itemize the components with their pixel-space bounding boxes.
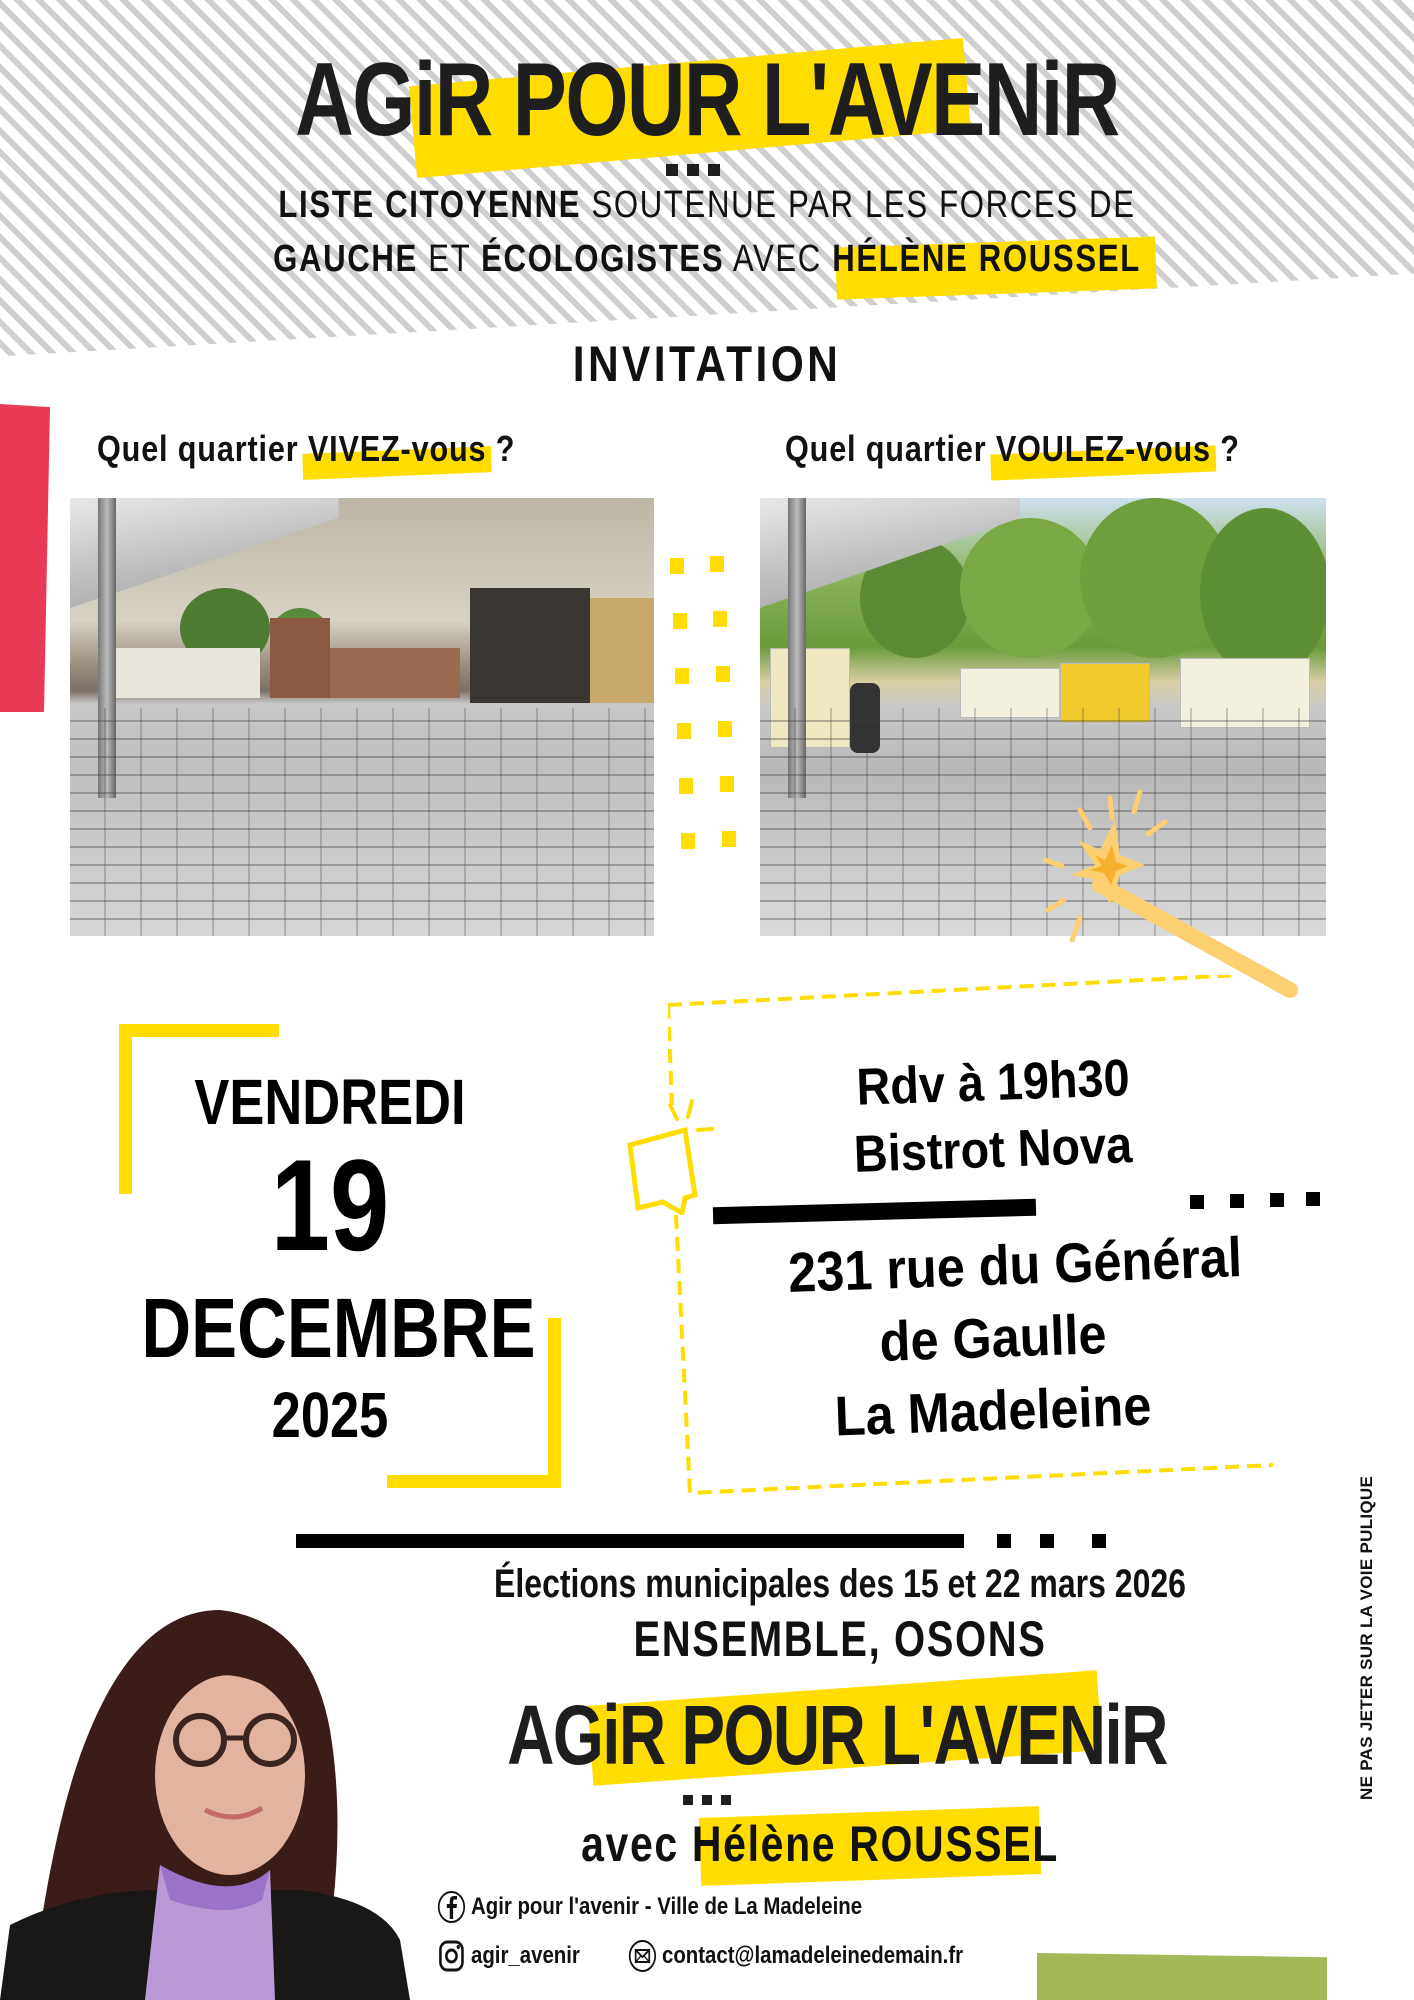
candidate-portrait bbox=[0, 1600, 420, 2000]
question-right bbox=[785, 428, 1240, 470]
email-label: contact@lamadeleinedemain.fr bbox=[662, 1942, 964, 1969]
footer-candidate-name: Hélène ROUSSEL bbox=[691, 1816, 1059, 1872]
divider-dot bbox=[997, 1534, 1011, 1548]
instagram-link[interactable] bbox=[437, 1937, 580, 1975]
divider-dot bbox=[1040, 1534, 1054, 1548]
footer-candidate bbox=[492, 1815, 1148, 1873]
subtitle-candidate-name: HÉLÈNE ROUSSEL bbox=[832, 238, 1141, 280]
divider-dot bbox=[1306, 1192, 1320, 1206]
green-accent-bar bbox=[1037, 1953, 1327, 2000]
event-address-line-2: de Gaulle bbox=[878, 1302, 1108, 1373]
question-right-suffix: ? bbox=[1220, 428, 1240, 469]
subtitle-bold-liste: LISTE CITOYENNE bbox=[278, 184, 582, 226]
facebook-icon bbox=[437, 1888, 466, 1926]
event-city: La Madeleine bbox=[833, 1373, 1153, 1448]
speech-bubble-icon bbox=[620, 1095, 730, 1215]
divider-dot bbox=[1190, 1195, 1204, 1209]
divider-dot bbox=[1092, 1534, 1106, 1548]
instagram-icon bbox=[437, 1937, 466, 1975]
elections-date: Élections municipales des 15 et 22 mars 2026 bbox=[494, 1562, 1186, 1606]
event-address-line-1: 231 rue du Général bbox=[787, 1225, 1243, 1304]
question-left-prefix: Quel quartier bbox=[97, 428, 299, 469]
subtitle-line-1 bbox=[127, 184, 1286, 227]
subtitle-regular: SOUTENUE PAR LES FORCES DE bbox=[591, 184, 1136, 226]
subtitle-line-2 bbox=[127, 238, 1286, 281]
subtitle-bold-ecologistes: ÉCOLOGISTES bbox=[481, 238, 725, 280]
footer-avec: avec bbox=[581, 1816, 679, 1872]
event-venue: Bistrot Nova bbox=[852, 1116, 1134, 1184]
subtitle-et: ET bbox=[428, 238, 471, 280]
instagram-label: agir_avenir bbox=[471, 1942, 580, 1969]
event-day-number: 19 bbox=[270, 1132, 390, 1278]
facebook-label: Agir pour l'avenir - Ville de La Madeleine bbox=[471, 1893, 863, 1920]
question-left bbox=[97, 428, 515, 470]
page-title: AGiR POUR L'AVENiR bbox=[295, 42, 1119, 158]
divider-dot bbox=[1230, 1194, 1244, 1208]
divider-dot bbox=[1270, 1193, 1284, 1207]
event-time: Rdv à 19h30 bbox=[855, 1049, 1131, 1117]
question-left-suffix: ? bbox=[495, 428, 516, 469]
event-year: 2025 bbox=[271, 1379, 389, 1451]
question-right-prefix: Quel quartier bbox=[785, 428, 987, 469]
footer-title: AGiR POUR L'AVENiR bbox=[507, 1688, 1167, 1782]
question-right-highlight bbox=[996, 428, 1211, 469]
invitation-heading: INVITATION bbox=[572, 336, 842, 392]
red-accent-bar bbox=[0, 404, 50, 712]
question-right-highlight-text: VOULEZ-vous bbox=[995, 428, 1211, 469]
facebook-link[interactable] bbox=[437, 1888, 862, 1926]
footer-divider bbox=[296, 1534, 964, 1548]
ellipsis-decoration bbox=[666, 164, 720, 176]
subtitle-bold-gauche: GAUCHE bbox=[273, 238, 418, 280]
do-not-litter-note: NE PAS JETER SUR LA VOIE PULIQUE bbox=[1357, 1475, 1376, 1800]
photo-current-square bbox=[70, 498, 654, 936]
slogan: ENSEMBLE, OSONS bbox=[633, 1611, 1047, 1667]
question-left-highlight bbox=[308, 428, 487, 469]
magic-wand-icon bbox=[1040, 770, 1310, 1010]
question-left-highlight-text: VIVEZ-vous bbox=[307, 428, 487, 469]
subtitle-avec: AVEC bbox=[732, 238, 822, 280]
event-day-name: VENDREDI bbox=[194, 1066, 466, 1138]
email-icon bbox=[628, 1937, 657, 1975]
email-link[interactable] bbox=[628, 1937, 963, 1975]
footer-ellipsis bbox=[683, 1795, 731, 1805]
event-month: DECEMBRE bbox=[141, 1281, 536, 1375]
